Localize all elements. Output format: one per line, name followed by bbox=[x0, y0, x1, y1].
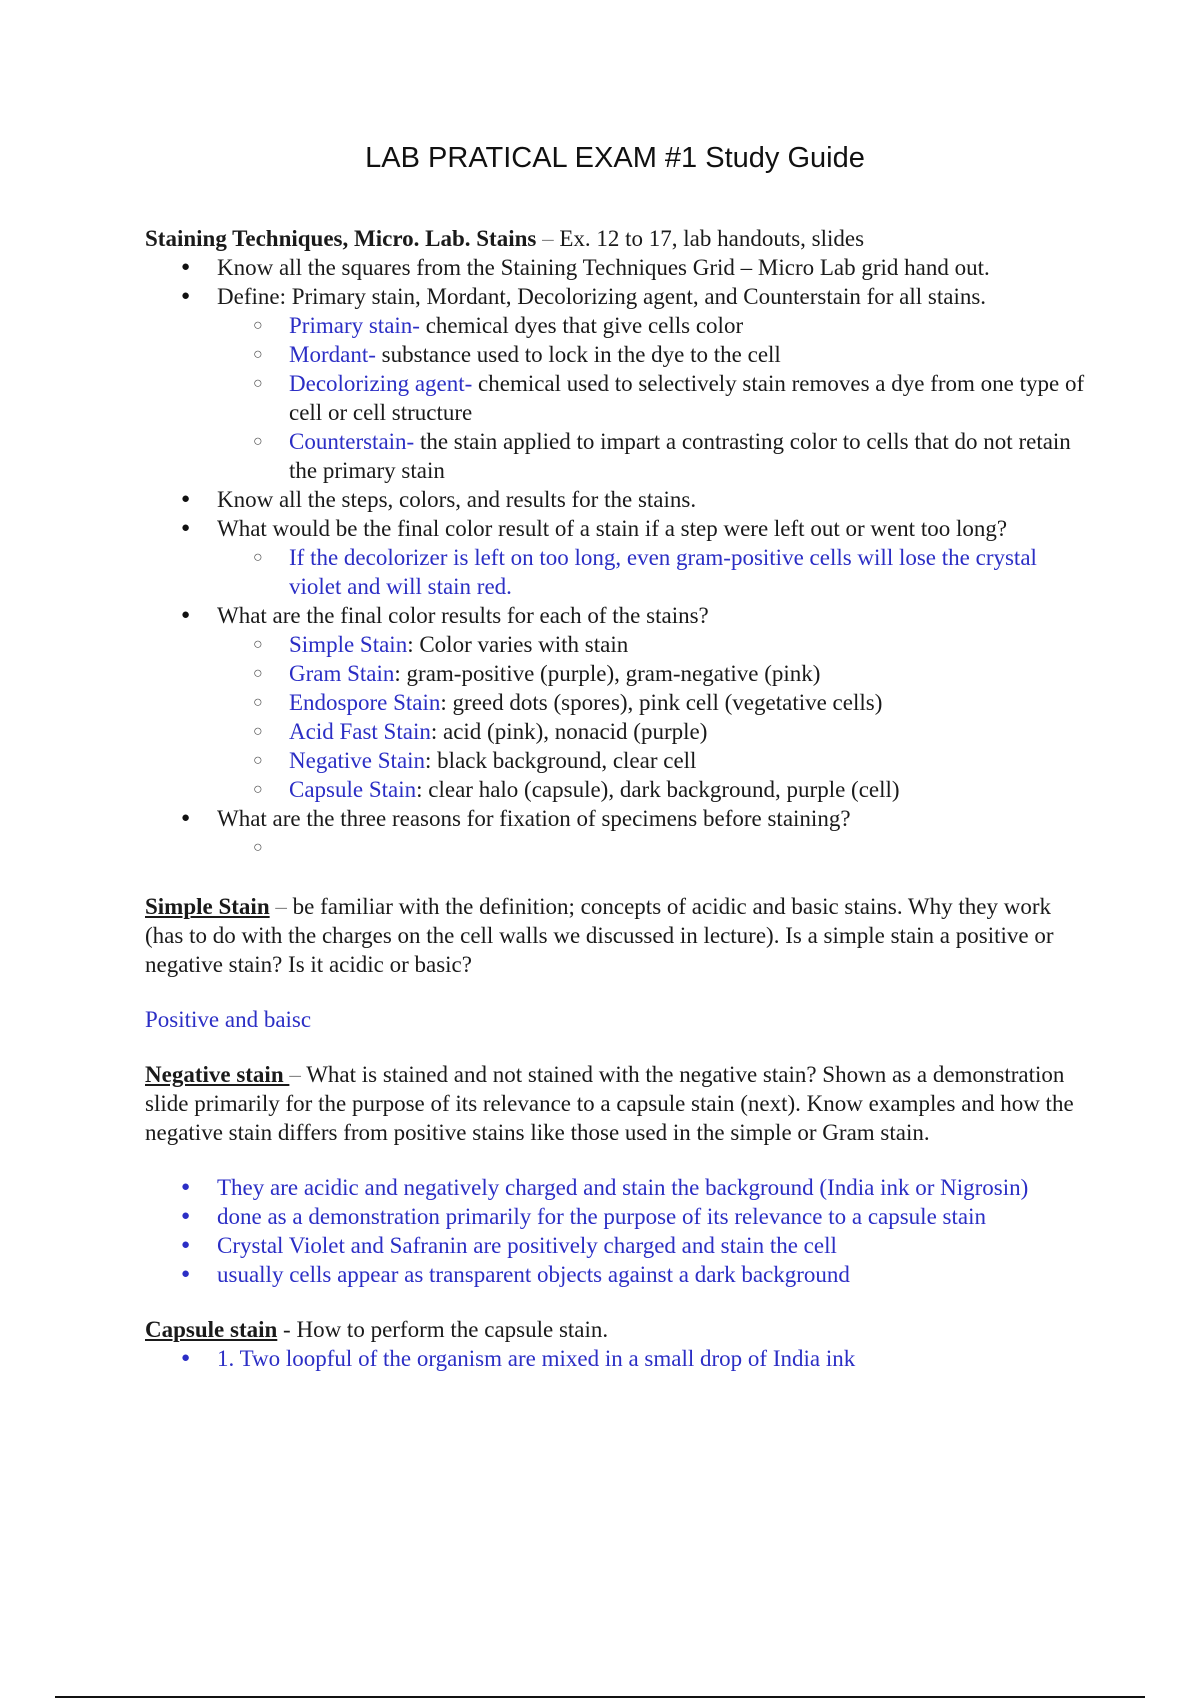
list-item: ○ Counterstain- the stain applied to impart a contrasting color to cells that do not retain the primary stain bbox=[253, 427, 1085, 485]
definition-term: Decolorizing agent- bbox=[289, 371, 473, 396]
simple-stain-answer: Positive and baisc bbox=[145, 1007, 312, 1032]
stain-name: Capsule Stain bbox=[289, 777, 417, 802]
definitions-list bbox=[217, 311, 1085, 485]
simple-stain-paragraph: Simple Stain – be familiar with the definition; concepts of acidic and basic stains. Why they work (has to do with the charges on the cell walls we discussed in lecture). Is a simple stain a positive or negative stain? Is it acidic or basic? bbox=[145, 894, 1054, 977]
list-item: ○ If the decolorizer is left on too long, even gram-positive cells will lose the crystal violet and will stain red. bbox=[253, 543, 1085, 601]
stain-name: Gram Stain bbox=[289, 661, 395, 686]
list-item: ○ Acid Fast Stain: acid (pink), nonacid (purple) bbox=[253, 717, 1085, 746]
negative-stain-list bbox=[145, 1173, 1085, 1289]
list-item: ○ Negative Stain: black background, clear cell bbox=[253, 746, 1085, 775]
stain-name: Negative Stain bbox=[289, 748, 426, 773]
list-item: ○ Endospore Stain: greed dots (spores), pink cell (vegetative cells) bbox=[253, 688, 1085, 717]
definition-term: Mordant- bbox=[289, 342, 376, 367]
list-item: ● Crystal Violet and Safranin are positively charged and stain the cell bbox=[181, 1231, 1085, 1260]
stain-name: Acid Fast Stain bbox=[289, 719, 431, 744]
definition-term: Primary stain- bbox=[289, 313, 420, 338]
list-item: ○ Decolorizing agent- chemical used to selectively stain removes a dye from one type of cell or cell structure bbox=[253, 369, 1085, 427]
stain-name: Endospore Stain bbox=[289, 690, 441, 715]
page-title: LAB PRATICAL EXAM #1 Study Guide bbox=[365, 142, 865, 174]
list-item: ○ Primary stain- chemical dyes that give cells color bbox=[253, 311, 1085, 340]
capsule-stain-list bbox=[145, 1344, 1085, 1373]
capsule-stain-paragraph: Capsule stain - How to perform the capsule stain. bbox=[145, 1317, 609, 1342]
document-page bbox=[145, 140, 1085, 1373]
list-item: ● What would be the final color result of a stain if a step were left out or went too long? ○ If the decolorizer is left on too long, even gram-positive cells will lose the crystal violet and will stain red. bbox=[181, 514, 1085, 601]
staining-list bbox=[145, 253, 1085, 862]
capsule-stain-heading: Capsule stain bbox=[145, 1317, 278, 1342]
definition-term: Counterstain- bbox=[289, 429, 415, 454]
negative-stain-paragraph: Negative stain – What is stained and not stained with the negative stain? Shown as a demonstration slide primarily for the purpose of its relevance to a capsule stain (next). Know examples and how the negative stain differs from positive stains like those used in the simple or Gram stain. bbox=[145, 1062, 1074, 1145]
list-item: ○ Capsule Stain: clear halo (capsule), dark background, purple (cell) bbox=[253, 775, 1085, 804]
staining-heading: Staining Techniques, Micro. Lab. Stains bbox=[145, 226, 537, 251]
list-item: ○ Mordant- substance used to lock in the dye to the cell bbox=[253, 340, 1085, 369]
staining-dash: – bbox=[536, 226, 560, 251]
list-item: ● Know all the squares from the Staining Techniques Grid – Micro Lab grid hand out. bbox=[181, 253, 1085, 282]
page-divider bbox=[55, 1696, 1145, 1698]
list-item: ● Know all the steps, colors, and results for the stains. bbox=[181, 485, 1085, 514]
list-item: ● 1. Two loopful of the organism are mixed in a small drop of India ink bbox=[181, 1344, 1085, 1373]
results-list bbox=[217, 630, 1085, 804]
list-item: ● What are the final color results for each of the stains? ○ Simple Stain: Color varies with stain ○ Gram Stain: gram-positive (purple), gram-negative (pink) ○ Endospore Stain: greed dots (spores), pink cell (vegetative cells) ○ Acid Fast Stain: acid (pink), nonacid (purple) ○ Negative Stain: black background, clear cell ○ Capsule Stain: clear halo (capsule), dark background, purple (cell) bbox=[181, 601, 1085, 804]
list-item: ● Define: Primary stain, Mordant, Decolorizing agent, and Counterstain for all stains. ○ Primary stain- chemical dyes that give cells color ○ Mordant- substance used to lock in the dye to the cell ○ Decolorizing agent- chemical used to selectively stain removes a dye from one type of cell or cell structure ○ Counterstain- the stain applied to impart a contrasting color to cells that do not retain the primary stain bbox=[181, 282, 1085, 485]
list-item: ○ Gram Stain: gram-positive (purple), gram-negative (pink) bbox=[253, 659, 1085, 688]
stain-name: Simple Stain bbox=[289, 632, 408, 657]
list-item: ● What are the three reasons for fixation of specimens before staining? ○ bbox=[181, 804, 1085, 862]
empty-list-item bbox=[253, 833, 1085, 862]
staining-section-header bbox=[145, 224, 1085, 253]
list-item: ● usually cells appear as transparent objects against a dark background bbox=[181, 1260, 1085, 1289]
simple-stain-heading: Simple Stain bbox=[145, 894, 270, 919]
staining-subtitle: Ex. 12 to 17, lab handouts, slides bbox=[559, 226, 865, 251]
list-item: ● done as a demonstration primarily for the purpose of its relevance to a capsule stain bbox=[181, 1202, 1085, 1231]
list-item: ○ Simple Stain: Color varies with stain bbox=[253, 630, 1085, 659]
list-item: ● They are acidic and negatively charged and stain the background (India ink or Nigrosin) bbox=[181, 1173, 1085, 1202]
negative-stain-heading: Negative stain bbox=[145, 1062, 290, 1087]
